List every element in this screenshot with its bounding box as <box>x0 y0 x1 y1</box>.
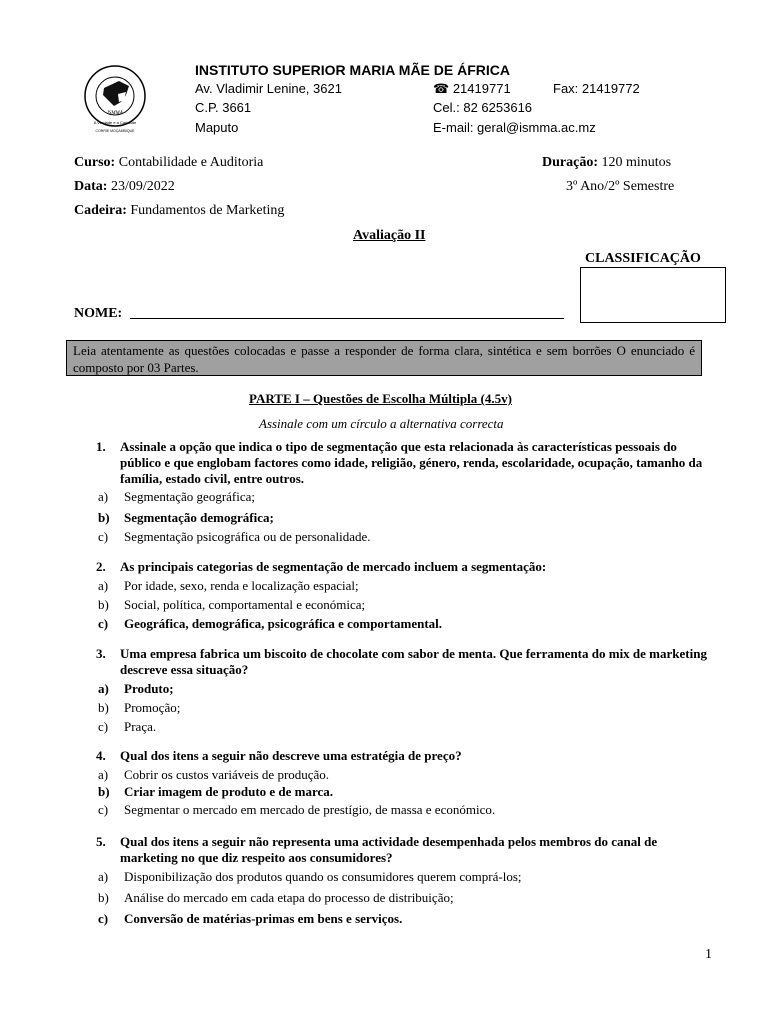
option-letter: c) <box>98 616 109 631</box>
duracao-row <box>542 155 671 171</box>
evaluation-title: Avaliação II <box>353 228 426 243</box>
duracao-label: Duração: <box>542 155 598 170</box>
svg-text:ISMMA: ISMMA <box>107 111 123 116</box>
classification-box <box>580 267 726 323</box>
year-semester: 3º Ano/2º Semestre <box>566 179 675 194</box>
option-3-a[interactable] <box>98 681 174 697</box>
option-text: Praça. <box>124 719 157 734</box>
question-number: 5. <box>96 834 106 849</box>
data-value: 23/09/2022 <box>110 179 175 194</box>
question-text: Qual dos itens a seguir não representa uma actividade desempenhada pelos membros do canal de marketing no que diz respeito aos consumidores? <box>120 834 658 865</box>
option-5-a[interactable] <box>98 869 522 885</box>
option-1-a[interactable] <box>98 489 255 505</box>
name-line <box>130 318 564 319</box>
phone-row <box>433 81 511 97</box>
cel: Cel.: 82 6253616 <box>433 100 533 115</box>
option-5-c[interactable] <box>98 911 402 927</box>
name-label: NOME: <box>74 306 123 321</box>
option-letter: a) <box>98 578 109 593</box>
fax: Fax: 21419772 <box>553 81 640 96</box>
phone-icon: ☎ <box>433 81 450 96</box>
question-text: As principais categorias de segmentação de mercado incluem a segmentação: <box>120 559 547 574</box>
option-letter: a) <box>98 767 109 782</box>
option-text: Segmentação psicográfica ou de personalidade. <box>124 529 371 544</box>
option-text: Segmentar o mercado em mercado de prestígio, de massa e económico. <box>124 802 496 817</box>
option-letter: a) <box>98 869 109 884</box>
option-text: Por idade, sexo, renda e localização espacial; <box>124 578 359 593</box>
option-letter: c) <box>98 719 109 734</box>
option-text: Produto; <box>124 681 174 696</box>
duracao-value: 120 minutos <box>601 155 672 170</box>
option-1-b[interactable] <box>98 510 274 526</box>
curso-value: Contabilidade e Auditoria <box>118 155 264 170</box>
option-text: Geográfica, demográfica, psicográfica e comportamental. <box>124 616 443 631</box>
email: E-mail: geral@ismma.ac.mz <box>433 120 596 135</box>
phone-number: 21419771 <box>452 81 511 96</box>
question-2 <box>96 559 716 575</box>
institution-logo <box>74 62 156 138</box>
option-5-b[interactable] <box>98 890 454 906</box>
option-letter: b) <box>98 890 109 905</box>
question-1 <box>96 439 716 487</box>
cadeira-label: Cadeira: <box>74 203 127 218</box>
option-letter: b) <box>98 510 110 525</box>
question-5 <box>96 834 716 866</box>
option-2-a[interactable] <box>98 578 359 594</box>
option-letter: c) <box>98 529 109 544</box>
option-letter: b) <box>98 700 109 715</box>
question-3 <box>96 646 716 678</box>
option-letter: c) <box>98 911 109 926</box>
svg-text:A Verdade e a Caridade: A Verdade e a Caridade <box>93 120 137 125</box>
cadeira-value: Fundamentos de Marketing <box>130 203 285 218</box>
svg-text:CORRIE MOÇAMBIQUE: CORRIE MOÇAMBIQUE <box>95 129 135 133</box>
question-number: 1. <box>96 439 106 454</box>
option-1-c[interactable] <box>98 529 371 545</box>
question-text: Qual dos itens a seguir não descreve uma estratégia de preço? <box>120 748 462 763</box>
cadeira-row <box>74 203 284 219</box>
part1-subtitle: Assinale com um círculo a alternativa correcta <box>259 416 504 431</box>
curso-row <box>74 155 263 171</box>
option-text: Promoção; <box>124 700 181 715</box>
instructions-box: Leia atentamente as questões colocadas e passe a responder de forma clara, sintética e sem borrões O enunciado é composto por 03 Partes. <box>66 340 702 376</box>
option-text: Social, política, comportamental e económica; <box>124 597 366 612</box>
classification-label: CLASSIFICAÇÃO <box>585 251 701 266</box>
option-letter: a) <box>98 489 109 504</box>
postal-code: C.P. 3661 <box>195 100 252 115</box>
option-2-c[interactable] <box>98 616 442 632</box>
data-row <box>74 179 175 195</box>
option-text: Segmentação geográfica; <box>124 489 256 504</box>
option-2-b[interactable] <box>98 597 365 613</box>
question-text: Uma empresa fabrica um biscoito de chocolate com sabor de menta. Que ferramenta do mix de marketing descreve essa situação? <box>120 646 707 677</box>
curso-label: Curso: <box>74 155 116 170</box>
question-number: 2. <box>96 559 106 574</box>
option-4-b[interactable] <box>98 784 333 800</box>
question-number: 3. <box>96 646 106 661</box>
option-text: Cobrir os custos variáveis de produção. <box>124 767 330 782</box>
question-text: Assinale a opção que indica o tipo de segmentação que esta relacionada às características pessoais do público e que englobam factores como idade, religião, género, renda, escolaridade, ocupação, tamanho da família, estado civil, entre outros. <box>120 439 703 486</box>
option-letter: a) <box>98 681 109 696</box>
option-3-c[interactable] <box>98 719 156 735</box>
data-label: Data: <box>74 179 108 194</box>
question-number: 4. <box>96 748 106 763</box>
city: Maputo <box>195 120 239 135</box>
option-3-b[interactable] <box>98 700 180 716</box>
page-number: 1 <box>705 947 712 962</box>
option-text: Segmentação demográfica; <box>124 510 274 525</box>
option-letter: b) <box>98 597 109 612</box>
option-4-c[interactable] <box>98 802 495 818</box>
question-4 <box>96 748 716 764</box>
part1-title: PARTE I – Questões de Escolha Múltipla (4.5v) <box>249 391 512 406</box>
option-text: Disponibilização dos produtos quando os consumidores querem comprá-los; <box>124 869 522 884</box>
option-text: Criar imagem de produto e de marca. <box>124 784 334 799</box>
option-4-a[interactable] <box>98 767 329 783</box>
option-letter: c) <box>98 802 109 817</box>
option-letter: b) <box>98 784 110 799</box>
address: Av. Vladimir Lenine, 3621 <box>195 81 342 96</box>
option-text: Análise do mercado em cada etapa do processo de distribuição; <box>124 890 454 905</box>
option-text: Conversão de matérias-primas em bens e serviços. <box>124 911 403 926</box>
institution-name: INSTITUTO SUPERIOR MARIA MÃE DE ÁFRICA <box>195 62 511 78</box>
